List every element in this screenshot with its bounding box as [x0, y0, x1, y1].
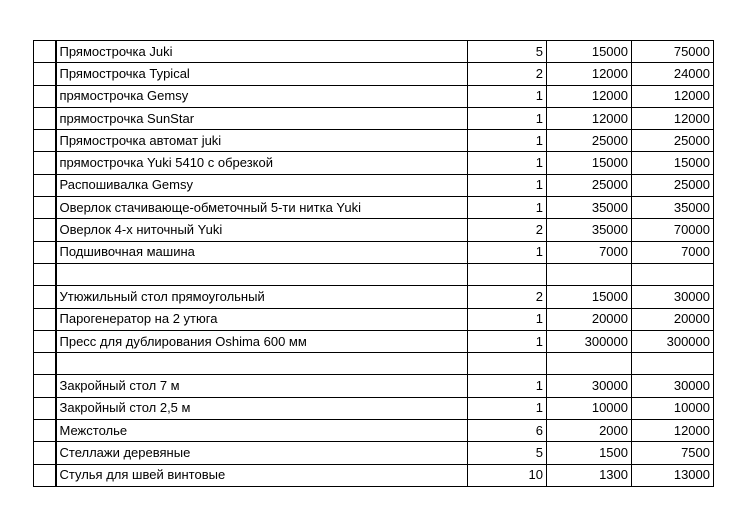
row-number-cell [34, 330, 56, 352]
quantity-cell: 2 [468, 63, 547, 85]
quantity-cell: 5 [468, 442, 547, 464]
row-number-cell [34, 397, 56, 419]
total-cell: 25000 [632, 174, 714, 196]
quantity-cell: 6 [468, 420, 547, 442]
item-name-cell: Распошивалка Gemsy [56, 174, 468, 196]
table-row [34, 241, 714, 263]
quantity-cell: 1 [468, 107, 547, 129]
item-name-cell: Прямострочка Juki [56, 41, 468, 63]
quantity-cell: 1 [468, 174, 547, 196]
total-cell: 15000 [632, 152, 714, 174]
table-row [34, 219, 714, 241]
table-row [34, 41, 714, 63]
row-number-cell [34, 442, 56, 464]
item-name-cell: Стулья для швей винтовые [56, 464, 468, 486]
total-cell: 30000 [632, 286, 714, 308]
total-cell: 12000 [632, 107, 714, 129]
item-name-cell: прямострочка Gemsy [56, 85, 468, 107]
quantity-cell: 10 [468, 464, 547, 486]
total-cell: 300000 [632, 330, 714, 352]
item-name-cell: прямострочка Yuki 5410 с обрезкой [56, 152, 468, 174]
table-row [34, 85, 714, 107]
row-number-cell [34, 63, 56, 85]
row-number-cell [34, 130, 56, 152]
table-body [34, 41, 714, 487]
row-number-cell [34, 263, 56, 285]
equipment-table [33, 40, 714, 487]
item-name-cell: Межстолье [56, 420, 468, 442]
quantity-cell: 1 [468, 397, 547, 419]
row-number-cell [34, 464, 56, 486]
total-cell: 25000 [632, 130, 714, 152]
quantity-cell: 1 [468, 375, 547, 397]
table-row [34, 130, 714, 152]
row-number-cell [34, 286, 56, 308]
quantity-cell: 1 [468, 197, 547, 219]
unit-price-cell: 20000 [547, 308, 632, 330]
quantity-cell: 1 [468, 85, 547, 107]
row-number-cell [34, 174, 56, 196]
item-name-cell: Прямострочка автомат juki [56, 130, 468, 152]
unit-price-cell: 12000 [547, 85, 632, 107]
total-cell: 24000 [632, 63, 714, 85]
item-name-cell: Подшивочная машина [56, 241, 468, 263]
item-name-cell: прямострочка SunStar [56, 107, 468, 129]
item-name-cell: Пресс для дублирования Oshima 600 мм [56, 330, 468, 352]
row-number-cell [34, 375, 56, 397]
unit-price-cell: 35000 [547, 219, 632, 241]
total-cell: 70000 [632, 219, 714, 241]
total-cell: 12000 [632, 420, 714, 442]
quantity-cell: 1 [468, 152, 547, 174]
unit-price-cell: 12000 [547, 107, 632, 129]
row-number-cell [34, 85, 56, 107]
unit-price-cell: 1300 [547, 464, 632, 486]
item-name-cell [56, 353, 468, 375]
unit-price-cell: 300000 [547, 330, 632, 352]
total-cell: 7000 [632, 241, 714, 263]
table-row [34, 174, 714, 196]
unit-price-cell: 7000 [547, 241, 632, 263]
total-cell: 13000 [632, 464, 714, 486]
table-row [34, 197, 714, 219]
table-row [34, 353, 714, 375]
table-row [34, 152, 714, 174]
unit-price-cell: 30000 [547, 375, 632, 397]
table-row [34, 286, 714, 308]
unit-price-cell [547, 263, 632, 285]
unit-price-cell: 12000 [547, 63, 632, 85]
table-row [34, 375, 714, 397]
unit-price-cell: 15000 [547, 152, 632, 174]
unit-price-cell: 25000 [547, 130, 632, 152]
quantity-cell: 1 [468, 330, 547, 352]
total-cell: 35000 [632, 197, 714, 219]
unit-price-cell [547, 353, 632, 375]
item-name-cell: Оверлок 4-х ниточный Yuki [56, 219, 468, 241]
row-number-cell [34, 241, 56, 263]
quantity-cell: 1 [468, 130, 547, 152]
row-number-cell [34, 197, 56, 219]
unit-price-cell: 15000 [547, 41, 632, 63]
item-name-cell: Парогенератор на 2 утюга [56, 308, 468, 330]
table-row [34, 308, 714, 330]
unit-price-cell: 35000 [547, 197, 632, 219]
table-row [34, 63, 714, 85]
item-name-cell: Стеллажи деревяные [56, 442, 468, 464]
quantity-cell: 5 [468, 41, 547, 63]
table-row [34, 263, 714, 285]
row-number-cell [34, 219, 56, 241]
unit-price-cell: 10000 [547, 397, 632, 419]
unit-price-cell: 2000 [547, 420, 632, 442]
quantity-cell: 1 [468, 241, 547, 263]
unit-price-cell: 25000 [547, 174, 632, 196]
table-row [34, 420, 714, 442]
table-row [34, 442, 714, 464]
quantity-cell [468, 263, 547, 285]
quantity-cell: 1 [468, 308, 547, 330]
total-cell: 75000 [632, 41, 714, 63]
row-number-cell [34, 308, 56, 330]
row-number-cell [34, 152, 56, 174]
table-row [34, 330, 714, 352]
unit-price-cell: 15000 [547, 286, 632, 308]
unit-price-cell: 1500 [547, 442, 632, 464]
table-row [34, 107, 714, 129]
total-cell: 12000 [632, 85, 714, 107]
row-number-cell [34, 107, 56, 129]
total-cell [632, 263, 714, 285]
total-cell: 10000 [632, 397, 714, 419]
item-name-cell [56, 263, 468, 285]
item-name-cell: Закройный стол 7 м [56, 375, 468, 397]
table-row [34, 464, 714, 486]
quantity-cell: 2 [468, 219, 547, 241]
row-number-cell [34, 420, 56, 442]
item-name-cell: Закройный стол 2,5 м [56, 397, 468, 419]
item-name-cell: Оверлок стачивающе-обметочный 5-ти нитка Yuki [56, 197, 468, 219]
quantity-cell [468, 353, 547, 375]
total-cell: 20000 [632, 308, 714, 330]
quantity-cell: 2 [468, 286, 547, 308]
row-number-cell [34, 353, 56, 375]
total-cell: 7500 [632, 442, 714, 464]
total-cell: 30000 [632, 375, 714, 397]
total-cell [632, 353, 714, 375]
table-row [34, 397, 714, 419]
item-name-cell: Прямострочка Typical [56, 63, 468, 85]
row-number-cell [34, 41, 56, 63]
item-name-cell: Утюжильный стол прямоугольный [56, 286, 468, 308]
